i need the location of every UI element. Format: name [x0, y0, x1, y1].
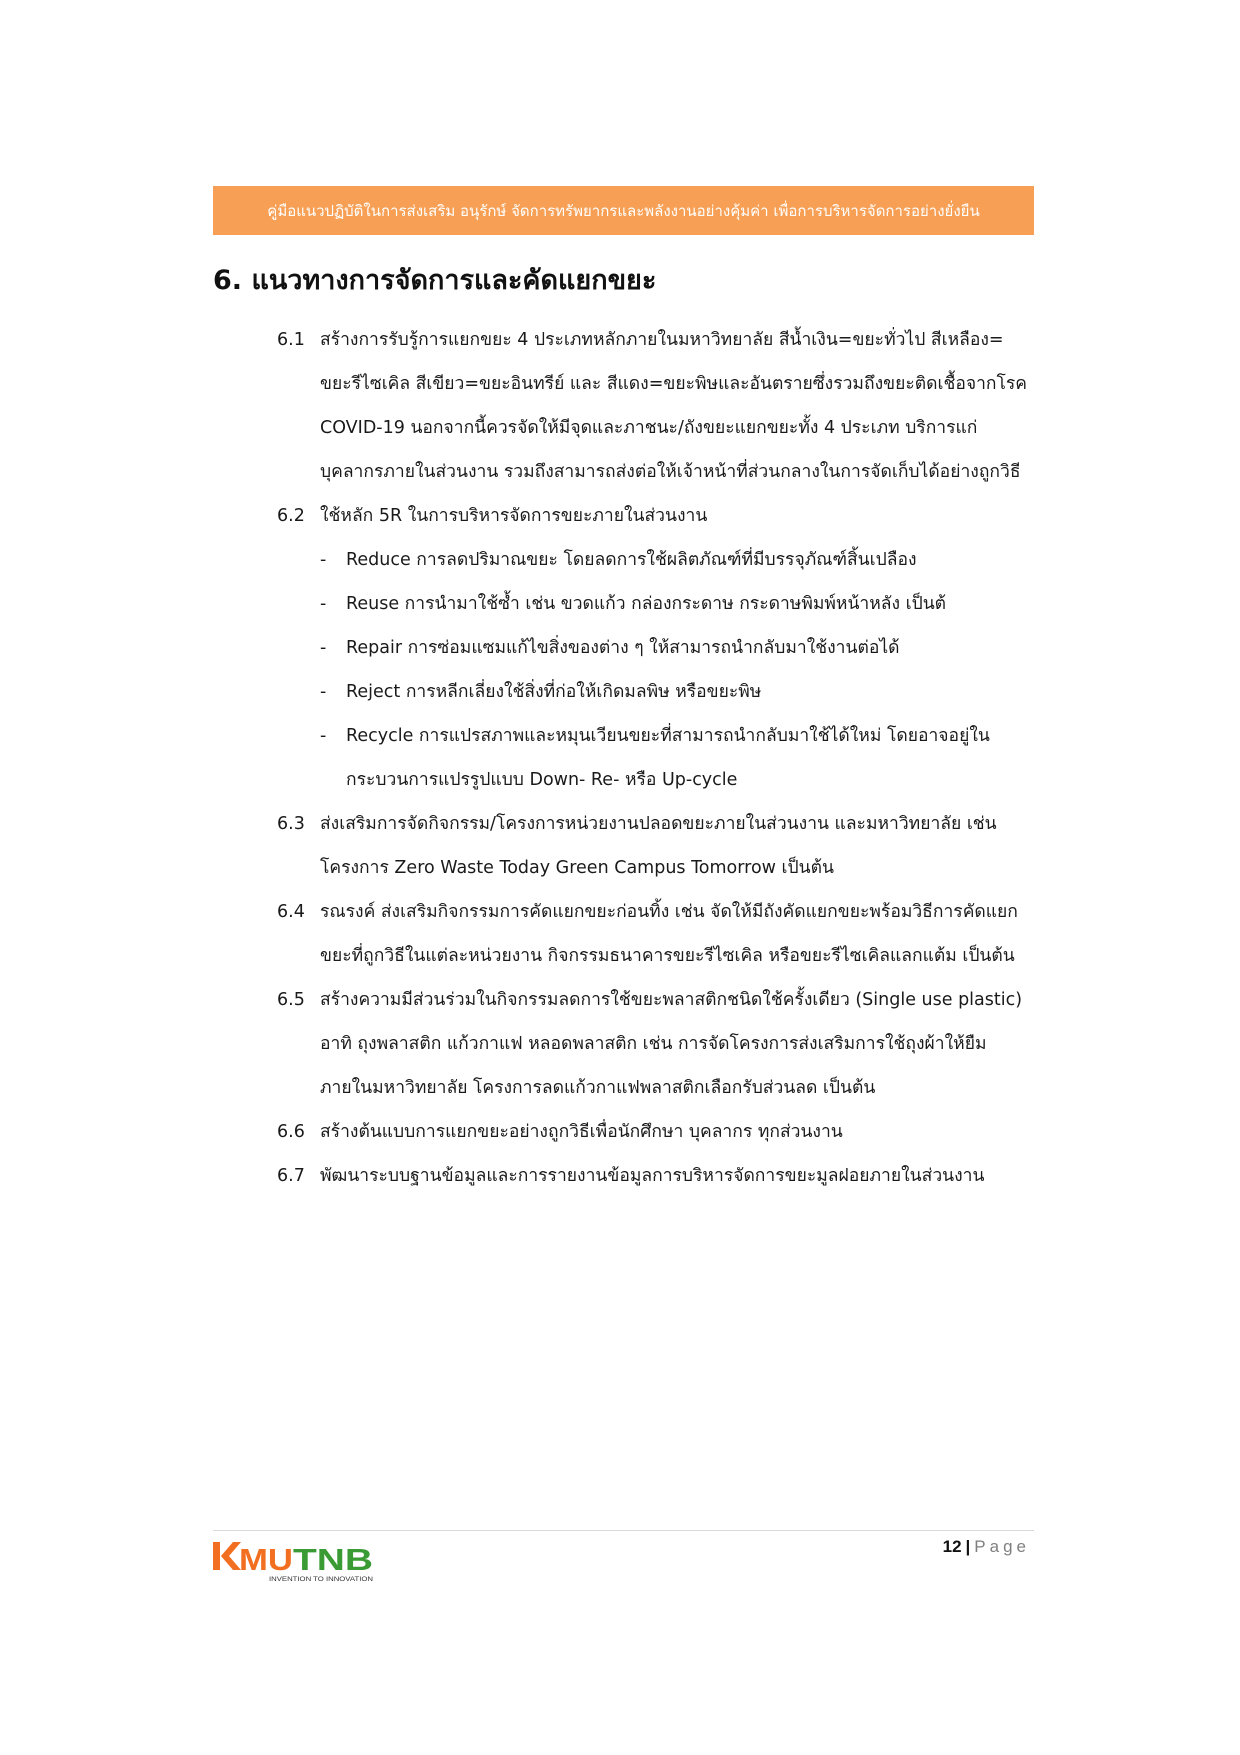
svg-text:MU: MU [239, 1542, 293, 1577]
kmutnb-logo [213, 1537, 383, 1585]
item-number: 6.1 [277, 330, 305, 350]
sub-item-dash: - [320, 550, 327, 570]
sub-list-item [320, 538, 1037, 582]
sub-item-text: Reuse การนำมาใช้ซ้ำ เช่น ขวดแก้ว กล่องกระดาษ กระดาษพิมพ์หน้าหลัง เป็นต้ [346, 594, 947, 614]
list-item [277, 494, 1037, 538]
sub-item-text: Recycle การแปรสภาพและหมุนเวียนขยะที่สามารถนำกลับมาใช้ได้ใหม่ โดยอาจอยู่ในกระบวนการแปรรูปแบบ Down- Re- หรือ Up-cycle [346, 726, 990, 790]
sub-list-item [320, 670, 1037, 714]
sub-item-text: Reject การหลีกเลี่ยงใช้สิ่งที่ก่อให้เกิดมลพิษ หรือขยะพิษ [346, 682, 762, 702]
svg-text:TNB: TNB [293, 1542, 373, 1577]
section-content [277, 318, 1037, 1198]
sub-list-item [320, 582, 1037, 626]
footer-divider [213, 1530, 1034, 1531]
sub-list-item [320, 714, 1037, 802]
logo-k-mark [213, 1542, 241, 1570]
sub-item-dash: - [320, 682, 327, 702]
header-banner-text: คู่มือแนวปฏิบัติในการส่งเสริม อนุรักษ์ จัดการทรัพยากรและพลังงานอย่างคุ้มค่า เพื่อการบริหารจัดการอย่างยั่งยืน [267, 201, 980, 220]
sub-list-item [320, 626, 1037, 670]
list-item [277, 890, 1037, 978]
list-item [277, 318, 1037, 494]
sub-item-dash: - [320, 594, 327, 614]
list-item [277, 1110, 1037, 1154]
item-number: 6.6 [277, 1122, 305, 1142]
header-banner [213, 186, 1034, 235]
sub-item-dash: - [320, 726, 327, 746]
section-title: 6. แนวทางการจัดการและคัดแยกขยะ [213, 265, 657, 296]
item-text: ใช้หลัก 5R ในการบริหารจัดการขยะภายในส่วนงาน [320, 506, 708, 526]
item-number: 6.7 [277, 1166, 305, 1186]
item-text: สร้างความมีส่วนร่วมในกิจกรรมลดการใช้ขยะพลาสติกชนิดใช้ครั้งเดียว (Single use plastic) อาทิ ถุงพลาสติก แก้วกาแฟ หลอดพลาสติก เช่น การจัดโครงการส่งเสริมการใช้ถุงผ้าให้ยืมภายในมหาวิทยาลัย โครงการลดแก้วกาแฟพลาสติกเลือกรับส่วนลด เป็นต้น [320, 990, 1023, 1098]
item-text: สร้างต้นแบบการแยกขยะอย่างถูกวิธีเพื่อนักศึกษา บุคลากร ทุกส่วนงาน [320, 1122, 843, 1142]
sub-item-text: Reduce การลดปริมาณขยะ โดยลดการใช้ผลิตภัณฑ์ที่มีบรรจุภัณฑ์สิ้นเปลือง [346, 550, 917, 570]
page-number-value: 12 [942, 1537, 962, 1556]
item-number: 6.4 [277, 902, 305, 922]
page-number [943, 1537, 1030, 1557]
item-text: พัฒนาระบบฐานข้อมูลและการรายงานข้อมูลการบริหารจัดการขยะมูลฝอยภายในส่วนงาน [320, 1166, 985, 1186]
item-text: รณรงค์ ส่งเสริมกิจกรรมการคัดแยกขยะก่อนทิ้ง เช่น จัดให้มีถังคัดแยกขยะพร้อมวิธีการคัดแยกขยะที่ถูกวิธีในแต่ละหน่วยงาน กิจกรรมธนาคารขยะรีไซเคิล หรือขยะรีไซเคิลแลกแต้ม เป็นต้น [320, 902, 1018, 966]
list-item [277, 802, 1037, 890]
sub-item-text: Repair การซ่อมแซมแก้ไขสิ่งของต่าง ๆ ให้สามารถนำกลับมาใช้งานต่อได้ [346, 638, 900, 658]
page-separator: | [965, 1537, 971, 1556]
item-number: 6.5 [277, 990, 305, 1010]
list-item [277, 978, 1037, 1110]
item-text: สร้างการรับรู้การแยกขยะ 4 ประเภทหลักภายในมหาวิทยาลัย สีน้ำเงิน=ขยะทั่วไป สีเหลือง= ขยะรีไซเคิล สีเขียว=ขยะอินทรีย์ และ สีแดง=ขยะพิษและอันตรายซึ่งรวมถึงขยะติดเชื้อจากโรค COVID-19 นอกจากนี้ควรจัดให้มีจุดและภาชนะ/ถังขยะแยกขยะทั้ง 4 ประเภท บริการแก่บุคลากรภายในส่วนงาน รวมถึงสามารถส่งต่อให้เจ้าหน้าที่ส่วนกลางในการจัดเก็บได้อย่างถูกวิธี [320, 330, 1028, 482]
item-number: 6.3 [277, 814, 305, 834]
item-text: ส่งเสริมการจัดกิจกรรม/โครงการหน่วยงานปลอดขยะภายในส่วนงาน และมหาวิทยาลัย เช่น โครงการ Zero Waste Today Green Campus Tomorrow เป็นต้น [320, 814, 997, 878]
svg-text:INVENTION TO INNOVATION: INVENTION TO INNOVATION [269, 1576, 374, 1583]
sub-item-dash: - [320, 638, 327, 658]
page-word: Page [974, 1537, 1030, 1556]
list-item [277, 1154, 1037, 1198]
item-number: 6.2 [277, 506, 305, 526]
